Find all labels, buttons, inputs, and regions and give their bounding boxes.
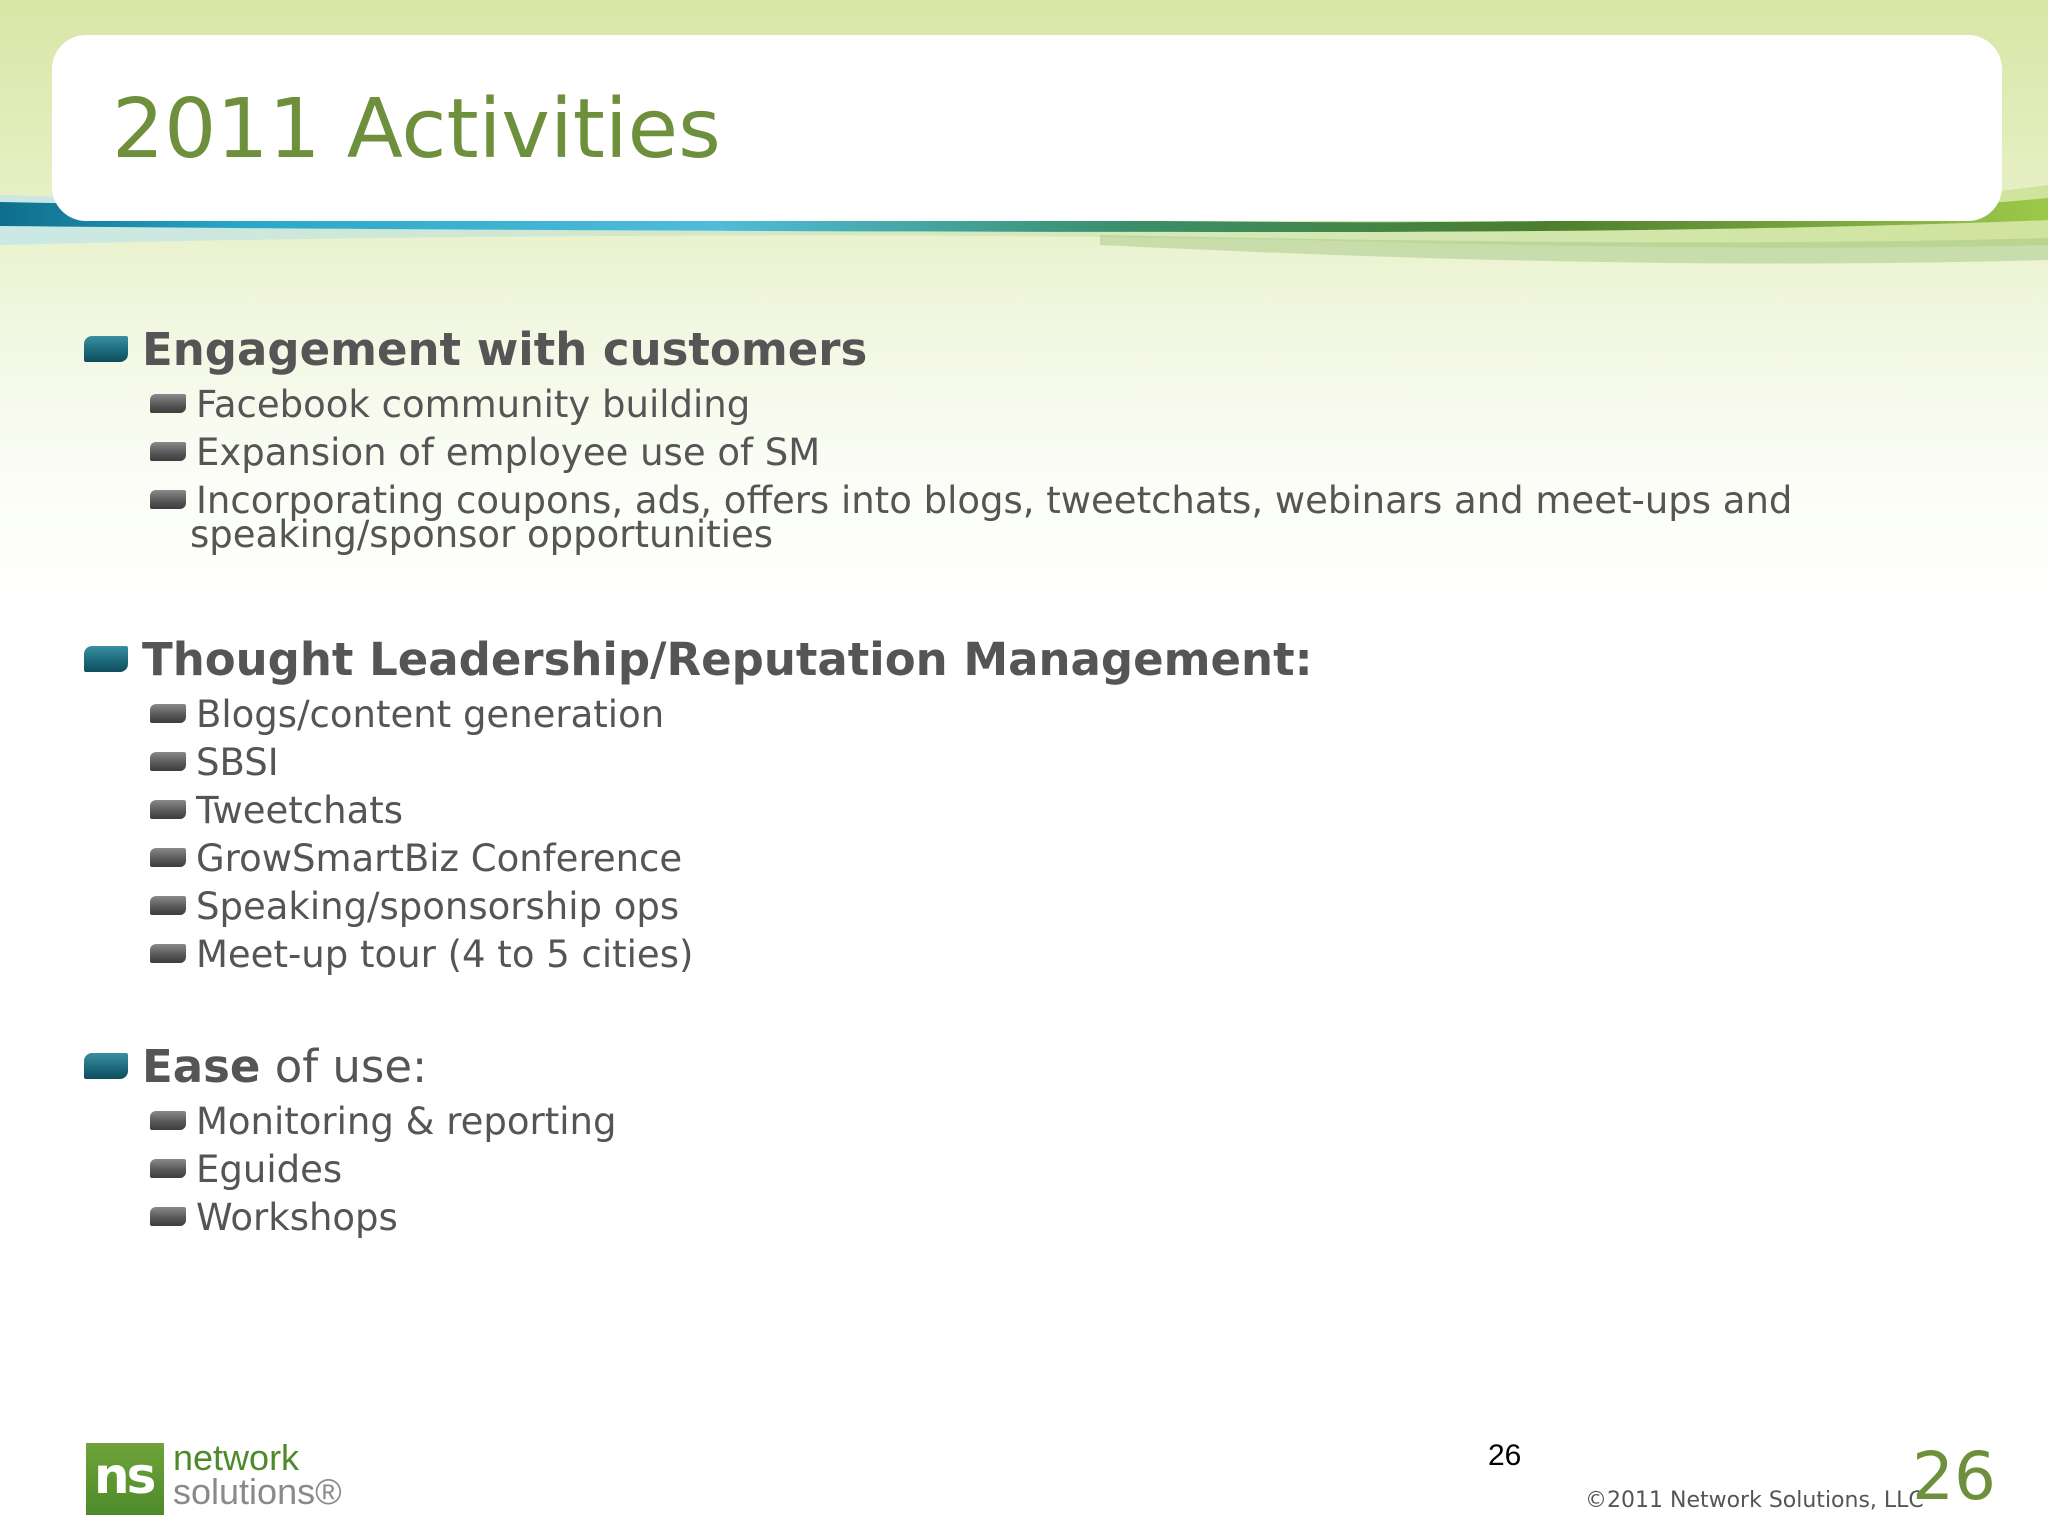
list-item: Monitoring & reporting [196,1100,617,1143]
list-item: Tweetchats [196,789,404,832]
section-heading-text: Thought Leadership/Reputation Management: [142,633,1313,686]
list-item: Meet-up tour (4 to 5 cities) [196,933,694,976]
list-item: Eguides [196,1148,343,1191]
section-heading-text: Engagement with customers [142,323,868,376]
sub-bullet-icon [150,896,186,915]
section-heading-thought-leadership [142,633,1313,687]
logo-mark-icon [86,1443,164,1515]
list-item: Blogs/content generation [196,693,665,736]
copyright-text: ©2011 Network Solutions, LLC [1585,1488,1924,1513]
logo-text-network: network [173,1437,300,1478]
sub-bullet-icon [150,800,186,819]
sub-bullet-icon [150,848,186,867]
section-heading-text-rest: of use: [260,1040,428,1093]
list-item: Incorporating coupons, ads, offers into blogs, tweetchats, webinars and meet-ups and [196,479,1793,522]
bullet-icon [84,646,128,672]
list-item: GrowSmartBiz Conference [196,837,683,880]
list-item: Expansion of employee use of SM [196,431,821,474]
sub-bullet-icon [150,1111,186,1130]
list-item-continuation: speaking/sponsor opportunities [190,513,774,556]
slide-title: 2011 Activities [112,82,721,177]
sub-bullet-icon [150,442,186,461]
section-heading-engagement [142,323,867,377]
sub-bullet-icon [150,944,186,963]
logo-mark-text: ns [94,1447,154,1505]
network-solutions-logo [86,1437,346,1515]
logo-text-solutions: solutions® [173,1471,342,1512]
sub-bullet-icon [150,752,186,771]
list-item: SBSI [196,741,279,784]
list-item: Workshops [196,1196,398,1239]
bullet-icon [84,336,128,362]
list-item: Speaking/sponsorship ops [196,885,680,928]
sub-bullet-icon [150,490,186,509]
sub-bullet-icon [150,1207,186,1226]
list-item: Facebook community building [196,383,751,426]
section-heading-ease-of-use [142,1040,427,1094]
sub-bullet-icon [150,1159,186,1178]
page-number-large: 26 [1912,1438,1996,1515]
sub-bullet-icon [150,704,186,723]
bullet-icon [84,1053,128,1079]
page-number-small: 26 [1488,1439,1522,1472]
section-heading-text: Ease [142,1040,261,1093]
sub-bullet-icon [150,394,186,413]
